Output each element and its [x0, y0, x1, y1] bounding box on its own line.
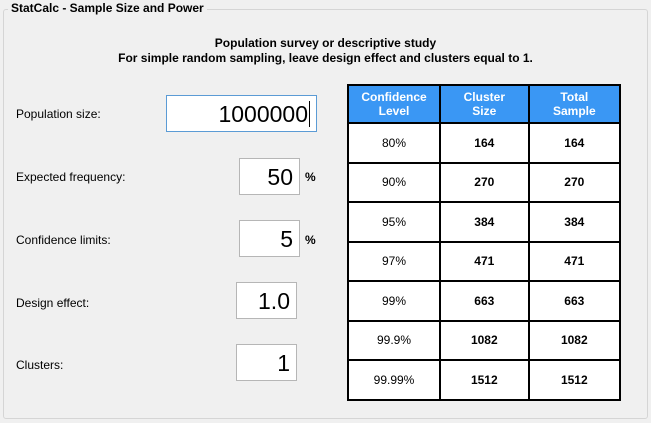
- clusters-label: Clusters:: [16, 358, 64, 372]
- table-row: [348, 321, 620, 361]
- expected-frequency-label: Expected frequency:: [16, 170, 126, 184]
- row-total-sample: 471: [529, 242, 620, 282]
- row-total-sample: 164: [529, 123, 620, 163]
- groupbox-title: StatCalc - Sample Size and Power: [8, 1, 207, 15]
- row-confidence-level: 80%: [348, 123, 440, 163]
- row-cluster-size: 384: [440, 202, 529, 242]
- row-total-sample: 663: [529, 281, 620, 321]
- design-effect-label: Design effect:: [16, 296, 90, 310]
- table-row: [348, 163, 620, 203]
- header-confidence-level: Confidence Level: [348, 85, 440, 123]
- row-confidence-level: 99.99%: [348, 360, 440, 400]
- header-cluster-size: Cluster Size: [440, 85, 529, 123]
- expected-frequency-input[interactable]: [239, 158, 300, 195]
- row-cluster-size: 1082: [440, 321, 529, 361]
- row-confidence-level: 99%: [348, 281, 440, 321]
- row-total-sample: 384: [529, 202, 620, 242]
- design-effect-value: 1.0: [258, 288, 290, 314]
- row-cluster-size: 270: [440, 163, 529, 203]
- population-size-input[interactable]: [166, 95, 317, 132]
- row-cluster-size: 471: [440, 242, 529, 282]
- header-total-sample: Total Sample: [529, 85, 620, 123]
- table-row: [348, 123, 620, 163]
- results-table: [347, 84, 621, 401]
- design-effect-input[interactable]: [236, 282, 297, 319]
- confidence-limits-value: 5: [280, 226, 293, 252]
- row-cluster-size: 164: [440, 123, 529, 163]
- confidence-limits-label: Confidence limits:: [16, 233, 111, 247]
- clusters-input[interactable]: [236, 344, 297, 381]
- row-confidence-level: 97%: [348, 242, 440, 282]
- table-row: [348, 202, 620, 242]
- row-confidence-level: 99.9%: [348, 321, 440, 361]
- clusters-value: 1: [277, 350, 290, 376]
- row-cluster-size: 1512: [440, 360, 529, 400]
- table-header-row: [348, 85, 620, 123]
- expected-frequency-value: 50: [267, 164, 293, 190]
- expected-frequency-unit: %: [305, 170, 316, 184]
- heading-line-1: Population survey or descriptive study: [214, 36, 437, 50]
- row-confidence-level: 90%: [348, 163, 440, 203]
- row-total-sample: 270: [529, 163, 620, 203]
- confidence-limits-input[interactable]: [239, 220, 300, 257]
- table-row: [348, 242, 620, 282]
- confidence-limits-unit: %: [305, 233, 316, 247]
- population-size-value: 1000000: [218, 101, 308, 127]
- text-caret: [309, 101, 310, 127]
- row-confidence-level: 95%: [348, 202, 440, 242]
- population-size-label: Population size:: [16, 107, 101, 121]
- row-cluster-size: 663: [440, 281, 529, 321]
- heading-line-2: For simple random sampling, leave design effect and clusters equal to 1.: [118, 51, 533, 65]
- row-total-sample: 1082: [529, 321, 620, 361]
- row-total-sample: 1512: [529, 360, 620, 400]
- table-row: [348, 281, 620, 321]
- table-row: [348, 360, 620, 400]
